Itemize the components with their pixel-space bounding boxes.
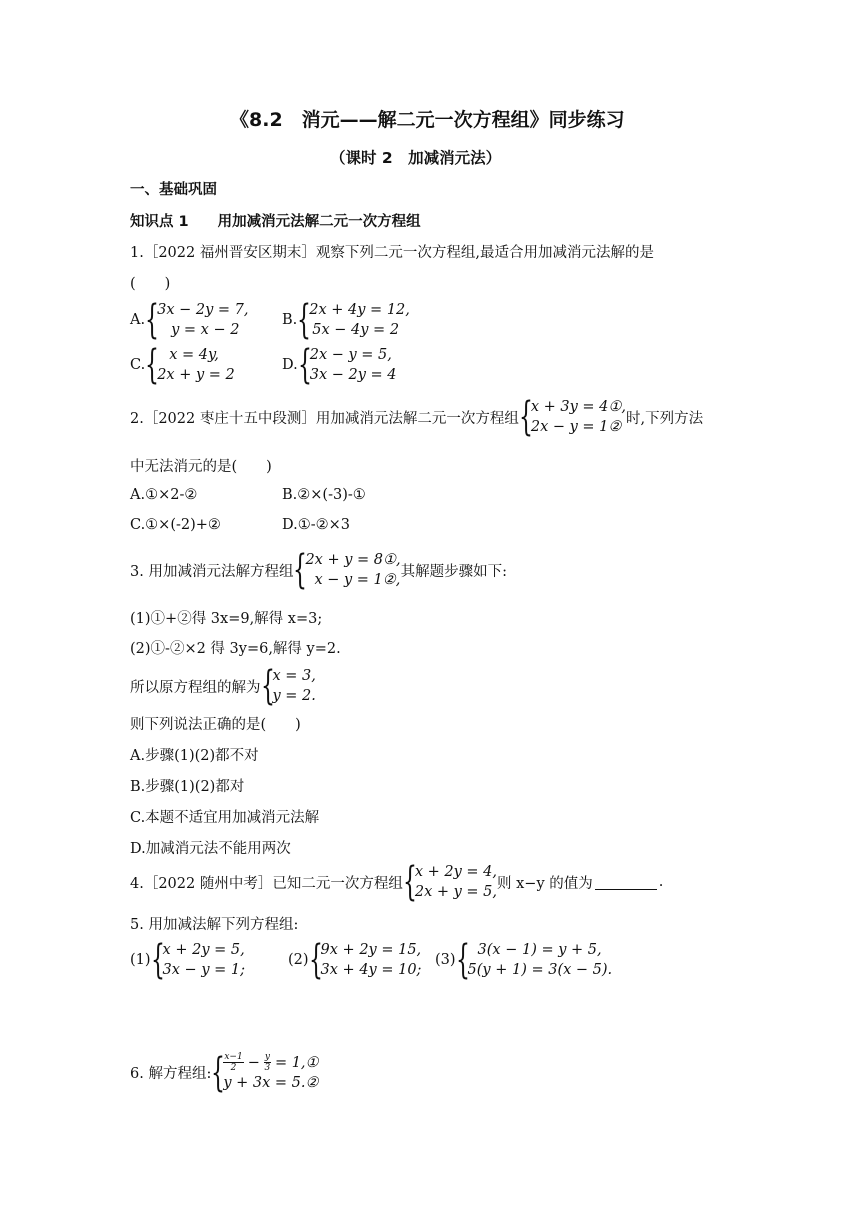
q3-solution: 所以原方程组的解为 { x = 3, y = 2. [130, 663, 316, 709]
q1-stem: 1.［2022 福州晋安区期末］观察下列二元一次方程组,最适合用加减消元法解的是 [130, 245, 654, 261]
q1-option-c: C. { x = 4y, 2x + y = 2 [130, 342, 235, 388]
q5-part-1: (1) { x + 2y = 5, 3x − y = 1; [130, 937, 245, 983]
section-heading: 一、基础巩固 [130, 182, 217, 198]
q5-stem: 5. 用加减法解下列方程组: [130, 917, 299, 933]
q3-step-2: (2)①-②×2 得 3y=6,解得 y=2. [130, 641, 341, 657]
q1-answer-paren: ( ) [130, 276, 171, 292]
q6-stem: 6. 解方程组: { x−1 2 − $\frac{y}{3}$ = 1,① y + 3x = 5.② [130, 1049, 319, 1096]
q3-option-c: C.本题不适宜用加减消元法解 [130, 810, 320, 826]
q1-option-d: D. { 2x − y = 5, 3x − 2y = 4 [282, 342, 397, 388]
q2-option-a: A.①×2-② [130, 487, 198, 503]
q1-option-b: B. { 2x + 4y = 12, 5x − 4y = 2 [282, 297, 410, 343]
q5-part-3: (3) { 3(x − 1) = y + 5, 5(y + 1) = 3(x − 5). [435, 937, 613, 983]
q2-option-c: C.①×(-2)+② [130, 517, 221, 533]
q4-answer-blank[interactable] [595, 875, 657, 890]
q2-option-d: D.①-②×3 [282, 517, 350, 533]
page-title: 《8.2 消元——解二元一次方程组》同步练习 [230, 109, 625, 131]
q2-option-b: B.②×(-3)-① [282, 487, 366, 503]
q3-stem: 3. 用加减消元法解方程组 { 2x + y = 8①, x − y = 1②, 其解题步骤如下: [130, 547, 508, 593]
q5-part-2: (2) { 9x + 2y = 15, 3x + 4y = 10; [288, 937, 422, 983]
knowledge-point-heading: 知识点 1 用加减消元法解二元一次方程组 [130, 214, 421, 230]
q3-ask: 则下列说法正确的是( ) [130, 717, 301, 733]
q2-stem-continued: 中无法消元的是( ) [130, 459, 272, 475]
q3-step-1: (1)①+②得 3x=9,解得 x=3; [130, 611, 323, 627]
q2-stem: 2.［2022 枣庄十五中段测］用加减消元法解二元一次方程组 { x + 3y = 4①, 2x − y = 1② 时,下列方法 [130, 394, 704, 440]
page-subtitle: （课时 2 加减消元法） [330, 149, 502, 167]
q3-option-b: B.步骤(1)(2)都对 [130, 779, 245, 795]
q3-option-d: D.加减消元法不能用两次 [130, 841, 291, 857]
q1-option-a: A. { 3x − 2y = 7, y = x − 2 [130, 297, 249, 343]
q3-option-a: A.步骤(1)(2)都不对 [130, 748, 259, 764]
q4-stem: 4.［2022 随州中考］已知二元一次方程组 { x + 2y = 4, 2x + y = 5, 则 x−y 的值为 . [130, 859, 664, 905]
